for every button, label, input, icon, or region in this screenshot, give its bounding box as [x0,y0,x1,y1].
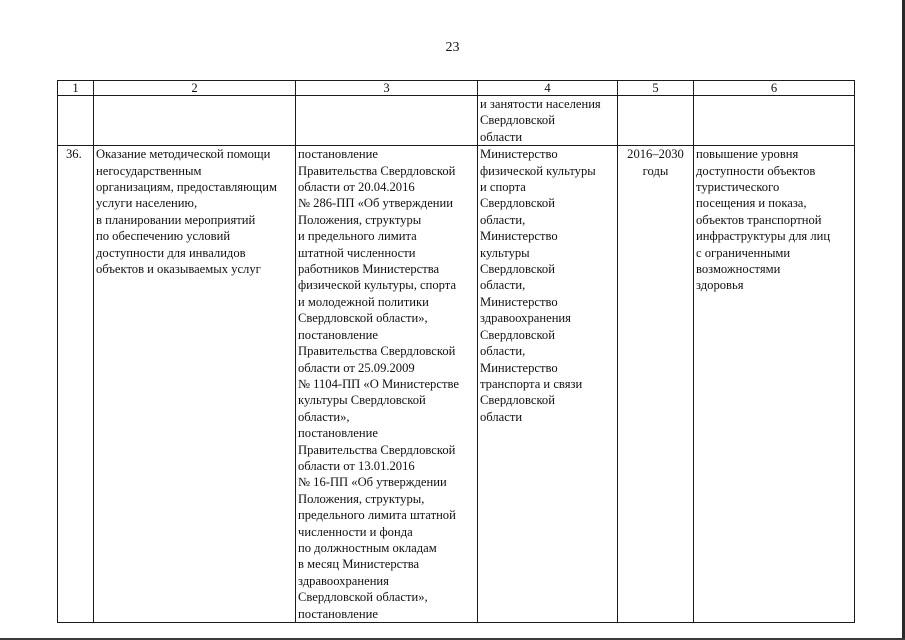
text-line: работников Министерства [298,262,440,277]
text-line: области от 25.09.2009 [298,360,415,375]
text-line: № 16-ПП «Об утверждении [298,475,447,490]
executors-cell [478,146,618,623]
measure-name-cell [94,146,296,623]
continuation-cell-5 [618,96,694,146]
text-line: Правительства Свердловской [298,442,456,457]
text-line: с ограниченными [696,245,791,260]
text-line: области от 13.01.2016 [298,458,415,473]
text-line: № 1104-ПП «О Министерстве [298,376,459,391]
text-line: Оказание методической помощи [96,147,271,162]
text-line: здравоохранения [480,311,571,326]
text-line: в планировании мероприятий [96,212,256,227]
text-line: предельного лимита штатной [298,508,456,523]
text-line: культуры [480,245,530,260]
text-line: № 286-ПП «Об утверждении [298,196,454,211]
column-number-6: 6 [694,81,855,96]
text-line: Министерство [480,294,558,309]
column-number-1: 1 [58,81,94,96]
text-line: Положения, структуры [298,212,422,227]
column-number-5: 5 [618,81,694,96]
text-line: Министерство [480,229,558,244]
text-line: постановление [298,327,378,342]
text-line: штатной численности [298,245,416,260]
text-line: Свердловской области», [298,590,428,605]
text-line: здравоохранения [298,573,389,588]
text-line: доступности для инвалидов [96,245,246,260]
text-line: годы [642,163,669,178]
column-number-4: 4 [478,81,618,96]
text-line: физической культуры, спорта [298,278,457,293]
text-line: области, [480,344,526,359]
continuation-cell-3 [296,96,478,146]
text-line: Свердловской [480,196,555,211]
text-line: Положения, структуры, [298,491,425,506]
text-line: и предельного лимита [298,229,417,244]
continuation-executors-cell [478,96,618,146]
text-line: доступности объектов [696,163,816,178]
text-line: области, [480,212,526,227]
text-line: области», [298,409,350,424]
text-line: 2016–2030 [627,147,684,162]
text-line: Свердловской [480,327,555,342]
text-line: объектов транспортной [696,212,822,227]
text-line: Правительства Свердловской [298,163,456,178]
text-line: повышение уровня [696,147,799,162]
text-line: инфраструктуры для лиц [696,229,831,244]
continuation-row [58,96,855,146]
column-number-row [58,81,855,96]
text-line: постановление [298,426,378,441]
text-line: негосударственным [96,163,202,178]
text-line: области, [480,278,526,293]
measures-table [57,80,855,623]
table-row [58,146,855,623]
text-line: области [480,409,523,424]
text-line: возможностями [696,262,781,277]
text-line: культуры Свердловской [298,393,426,408]
period-cell [618,146,694,623]
text-line: организациям, предоставляющим [96,180,277,195]
text-line: по должностным окладам [298,540,437,555]
text-line: и занятости населения [480,97,601,111]
row-number: 36. [58,146,94,623]
text-line: посещения и показа, [696,196,807,211]
text-line: по обеспечению условий [96,229,231,244]
text-line: Министерство [480,360,558,375]
legal-acts-cell [296,146,478,623]
text-line: здоровья [696,278,744,293]
continuation-cell-1 [58,96,94,146]
text-line: Свердловской [480,393,555,408]
text-line: численности и фонда [298,524,413,539]
text-line: услуги населению, [96,196,198,211]
text-line: в месяц Министерства [298,557,420,572]
text-line: Правительства Свердловской [298,344,456,359]
expected-result-cell [694,146,855,623]
text-line: физической культуры [480,163,596,178]
text-line: постановление [298,606,378,621]
column-number-2: 2 [94,81,296,96]
text-line: и молодежной политики [298,294,429,309]
page-number: 23 [445,40,460,55]
text-line: Свердловской области», [298,311,428,326]
text-line: области от 20.04.2016 [298,180,415,195]
text-line: Свердловской [480,113,555,128]
continuation-cell-6 [694,96,855,146]
text-line: области [480,129,523,144]
column-number-3: 3 [296,81,478,96]
text-line: постановление [298,147,378,162]
text-line: туристического [696,180,780,195]
text-line: Свердловской [480,262,555,277]
text-line: и спорта [480,180,526,195]
text-line: транспорта и связи [480,376,583,391]
continuation-cell-2 [94,96,296,146]
text-line: объектов и оказываемых услуг [96,262,261,277]
text-line: Министерство [480,147,558,162]
